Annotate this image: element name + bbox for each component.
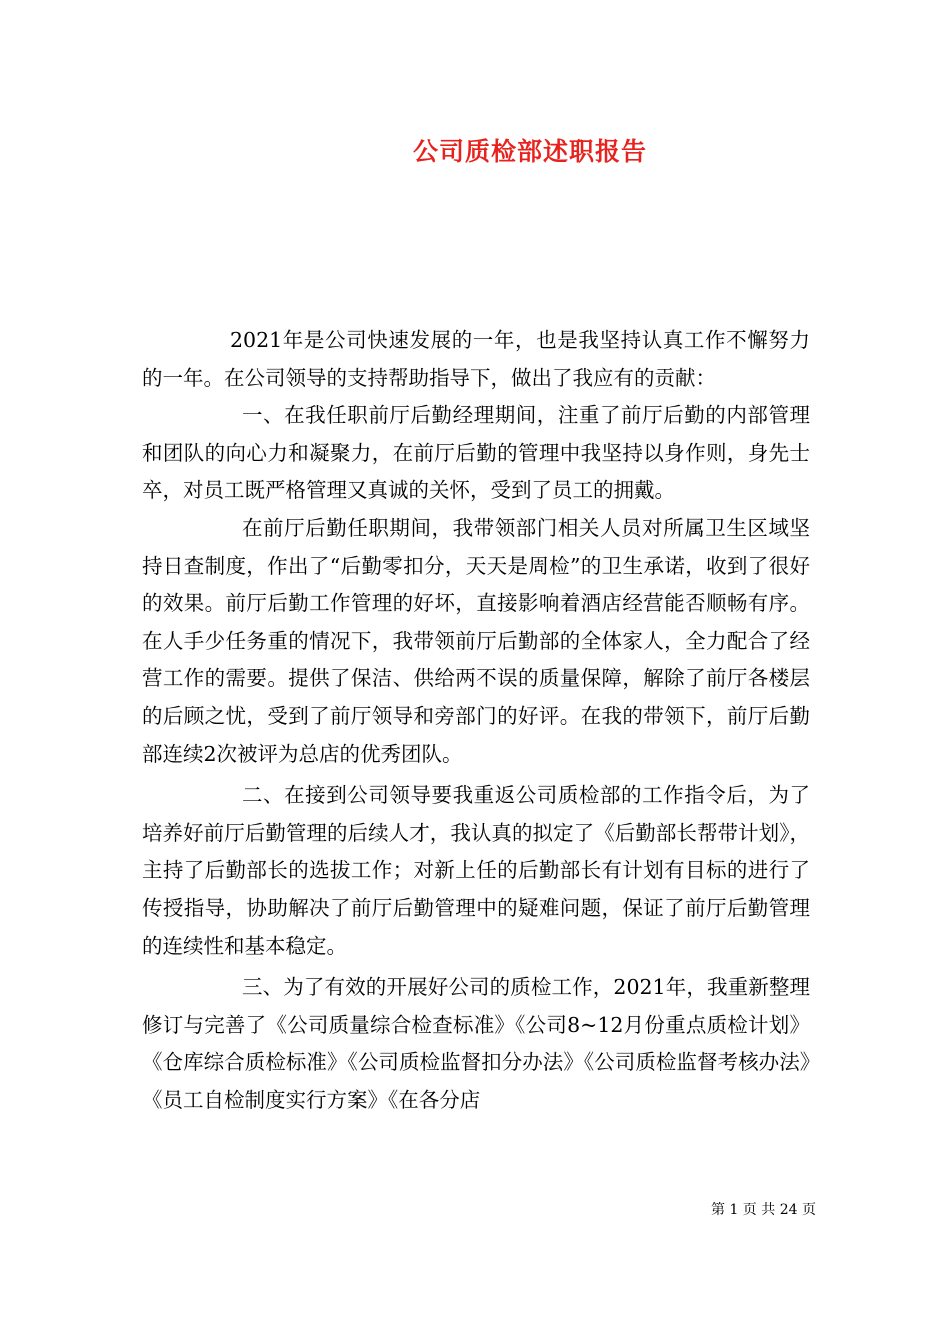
paragraph-intro: 2021年是公司快速发展的一年，也是我坚持认真工作不懈努力的一年。在公司领导的支持帮助指导下，做出了我应有的贡献：: [142, 328, 810, 390]
paragraph-section-2: 二、在接到公司领导要我重返公司质检部的工作指令后，为了培养好前厅后勤管理的后续人才，我认真的拟定了《后勤部长帮带计划》，主持了后勤部长的选拔工作；对新上任的后勤部长有计划有目标的进行了传授指导，协助解决了前厅后勤管理中的疑难问题，保证了前厅后勤管理的连续性和基本稳定。: [142, 783, 810, 958]
document-title: 公司质检部述职报告: [412, 137, 647, 166]
page-footer: 第 1 页 共 24 页: [711, 1202, 816, 1218]
paragraph-section-1: 一、在我任职前厅后勤经理期间，注重了前厅后勤的内部管理和团队的向心力和凝聚力，在前厅后勤的管理中我坚持以身作则，身先士卒，对员工既严格管理又真诚的关怀，受到了员工的拥戴。: [142, 403, 810, 503]
document-body: [142, 322, 810, 1119]
paragraph-section-3: 三、为了有效的开展好公司的质检工作，2021年，我重新整理修订与完善了《公司质量综合检查标准》《公司8~12月份重点质检计划》《仓库综合质检标准》《公司质检监督扣分办法》《公司质检监督考核办法》《员工自检制度实行方案》《在各分店: [142, 975, 810, 1112]
paragraph-section-1-detail: 在前厅后勤任职期间，我带领部门相关人员对所属卫生区域坚持日查制度，作出了“后勤零扣分，天天是周检”的卫生承诺，收到了很好的效果。前厅后勤工作管理的好坏，直接影响着酒店经营能否顺畅有序。在人手少任务重的情况下，我带领前厅后勤部的全体家人，全力配合了经营工作的需要。提供了保洁、供给两不误的质量保障，解除了前厅各楼层的后顾之忧，受到了前厅领导和旁部门的好评。在我的带领下，前厅后勤部连续2次被评为总店的优秀团队。: [142, 515, 810, 766]
